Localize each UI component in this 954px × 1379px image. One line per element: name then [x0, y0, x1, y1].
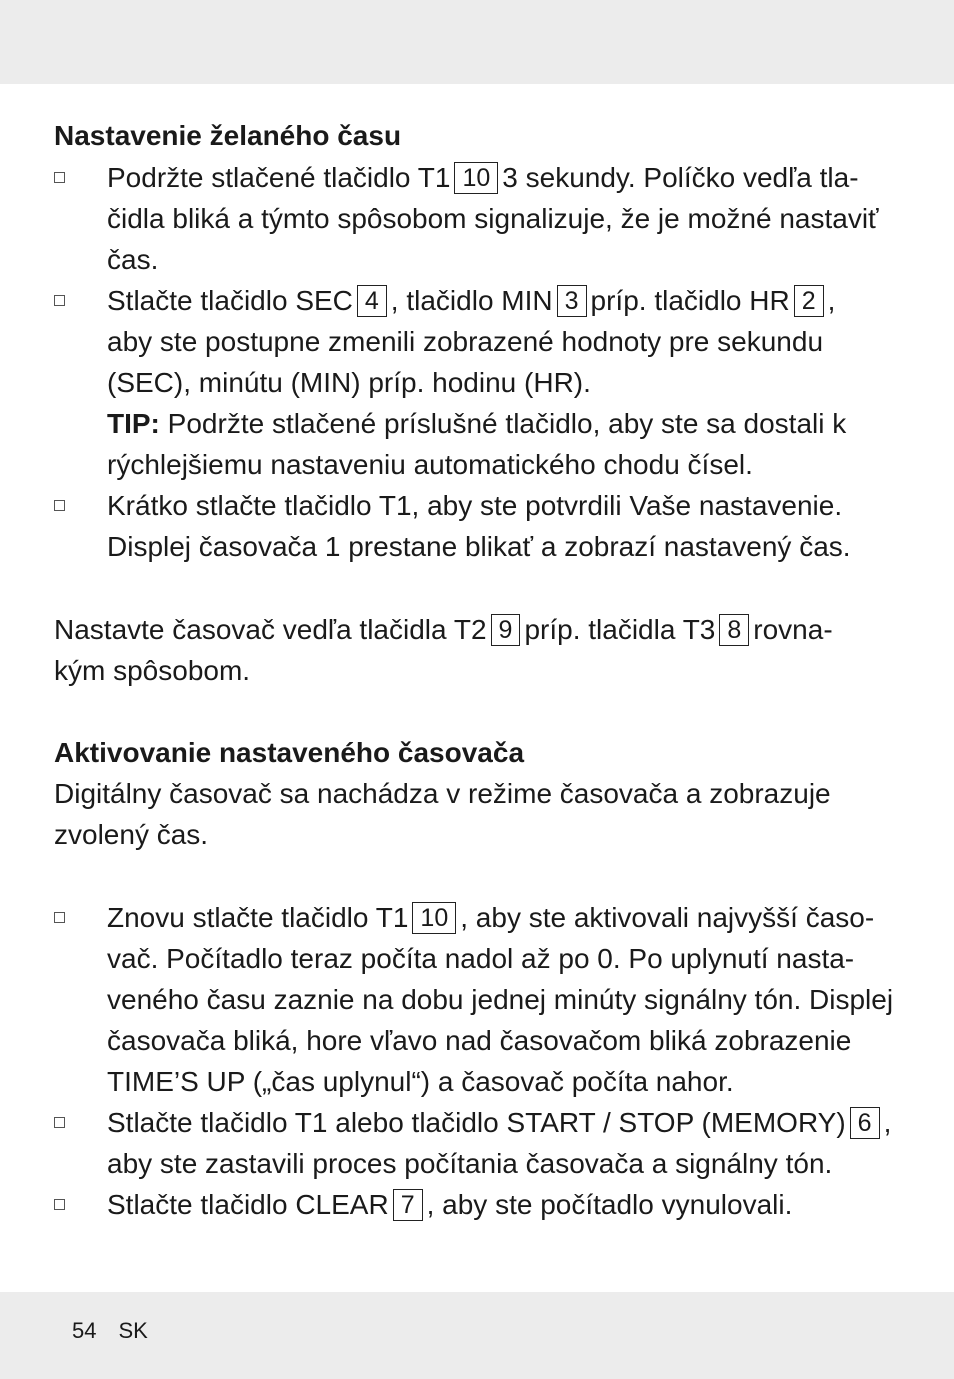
checkbox-bullet-icon: [54, 295, 65, 306]
section-setting-time: [54, 116, 904, 567]
list-item: Krátko stlačte tlačidlo T1, aby ste potvrdili Vaše nastavenie. Displej časovača 1 prestane blikať a zobrazí nastavený čas.: [54, 485, 904, 567]
list-item: Znovu stlačte tlačidlo T1 10 , aby ste aktivovali najvyšší časo- vač. Počítadlo teraz počíta nadol až po 0. Po uplynutí nasta- veného času zaznie na dobu jednej minúty signálny tón. Displej časovača bliká, hore vľavo nad časovačom bliká zobrazenie TIME’S UP („čas uplynul“) a časovač počíta nahor.: [54, 897, 904, 1102]
checkbox-bullet-icon: [54, 912, 65, 923]
list-item: Stlačte tlačidlo SEC 4 , tlačidlo MIN 3 príp. tlačidlo HR 2 , aby ste postupne zmenili zobrazené hodnoty pre sekundu (SEC), minútu (MIN) príp. hodinu (HR). TIP: Podržte stlačené príslušné tlačidlo, aby ste sa dostali k rýchlejšiemu nastaveniu automatického chodu čísel.: [54, 280, 904, 485]
language-code: SK: [118, 1318, 148, 1343]
checkbox-bullet-icon: [54, 1199, 65, 1210]
ref-number: 9: [491, 614, 521, 646]
ref-number: 3: [557, 285, 587, 317]
checkbox-bullet-icon: [54, 1117, 65, 1128]
page-number: 54: [72, 1318, 97, 1343]
page-footer: [72, 1318, 170, 1344]
ref-number: 10: [454, 162, 498, 194]
checkbox-bullet-icon: [54, 500, 65, 511]
section-heading: Nastavenie želaného času: [54, 120, 402, 151]
section-activate-timer: Aktivovanie nastaveného časovača Digitálny časovač sa nachádza v režime časovača a zobrazuje zvolený čas.: [54, 733, 904, 855]
ref-number: 2: [794, 285, 824, 317]
header-band: [0, 0, 954, 84]
section-heading: Aktivovanie nastaveného časovača: [54, 737, 525, 768]
list-item: Podržte stlačené tlačidlo T1 10 3 sekundy. Políčko vedľa tla- čidla bliká a týmto spôsobom signalizuje, že je možné nastaviť čas.: [54, 157, 904, 280]
list-item: Stlačte tlačidlo CLEAR 7 , aby ste počítadlo vynulovali.: [54, 1184, 904, 1225]
ref-number: 10: [412, 902, 456, 934]
ref-number: 4: [357, 285, 387, 317]
ref-number: 6: [850, 1107, 880, 1139]
ref-number: 7: [393, 1189, 423, 1221]
tip-note: TIP: Podržte stlačené príslušné tlačidlo, aby ste sa dostali k: [107, 408, 847, 439]
section-activate-list: [54, 897, 904, 1225]
list-item: Stlačte tlačidlo T1 alebo tlačidlo START / STOP (MEMORY) 6 , aby ste zastavili proces počítania časovača a signálny tón.: [54, 1102, 904, 1184]
checkbox-bullet-icon: [54, 172, 65, 183]
ref-number: 8: [719, 614, 749, 646]
paragraph-timers: Nastavte časovač vedľa tlačidla T2 9 príp. tlačidla T3 8 rovna- kým spôsobom.: [54, 614, 833, 686]
